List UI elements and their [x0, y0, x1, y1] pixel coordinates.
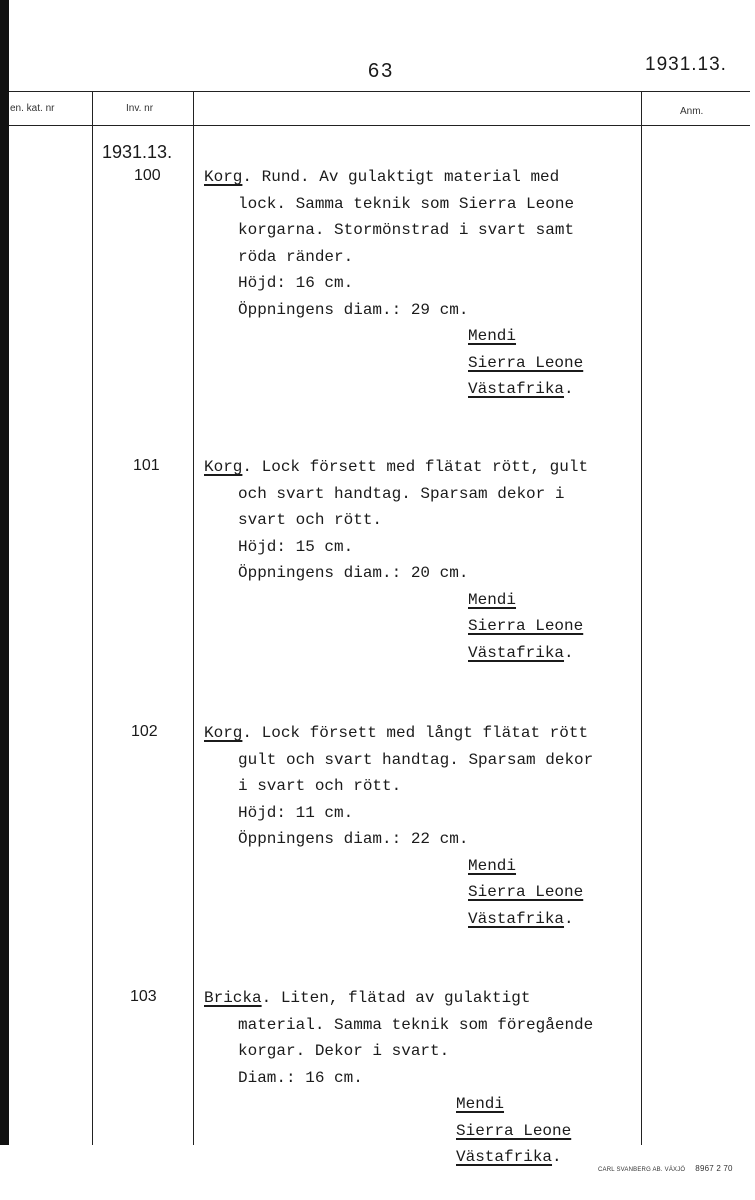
location-region: Västafrika [468, 643, 565, 662]
entry-title: Korg [204, 724, 243, 742]
entry-line: Öppningens diam.: 29 cm. [238, 300, 469, 319]
entry-location: Mendi Sierra Leone Västafrika. [468, 590, 584, 662]
entry-line: Höjd: 11 cm. [238, 803, 354, 822]
entry-title: Bricka [204, 989, 262, 1007]
catalog-reference: 1931.13. [645, 54, 727, 75]
location-region: Västafrika [468, 380, 565, 398]
entry-title: Korg [204, 458, 243, 476]
catalog-entry [204, 720, 644, 932]
header-bottom-rule [9, 125, 750, 126]
location-people: Mendi [456, 1095, 505, 1113]
location-people: Mendi [468, 327, 517, 345]
entry-location: Mendi Sierra Leone Västafrika. [468, 327, 584, 398]
column-divider-inv [193, 91, 194, 1145]
location-country: Sierra Leone [468, 883, 584, 901]
location-country: Sierra Leone [468, 617, 584, 635]
printer-imprint [598, 1164, 733, 1173]
entry-text: . Lock försett med långt flätat rött [242, 724, 589, 742]
column-header-anm: Anm. [680, 106, 704, 117]
entry-line: i svart och rött. [238, 777, 402, 795]
group-label: 1931.13. [102, 142, 173, 162]
entry-line: svart och rött. [238, 511, 383, 529]
entry-location: Mendi Sierra Leone Västafrika. [456, 1095, 572, 1166]
entry-text: . Rund. Av gulaktigt material med [242, 168, 560, 186]
entry-line: Öppningens diam.: 20 cm. [238, 564, 469, 582]
column-divider-kat [92, 91, 93, 1145]
column-header-kat-nr: en. kat. nr [10, 103, 55, 114]
location-people: Mendi [468, 590, 517, 609]
inv-number: 103 [130, 988, 157, 1005]
binding-edge [0, 0, 9, 1145]
location-region: Västafrika [468, 909, 565, 928]
inv-number: 101 [133, 457, 160, 474]
entry-line: röda ränder. [238, 247, 354, 266]
catalog-entry [204, 454, 644, 666]
inv-number: 102 [131, 723, 158, 740]
entry-line: korgar. Dekor i svart. [238, 1042, 450, 1060]
entry-line: korgarna. Stormönstrad i svart samt [238, 221, 575, 239]
entry-line: material. Samma teknik som föregående [238, 1015, 594, 1034]
entry-text: . Lock försett med flätat rött, gult [242, 458, 589, 476]
form-code: 8967 2 70 [695, 1164, 733, 1173]
entry-line: Öppningens diam.: 22 cm. [238, 830, 469, 848]
entry-line: lock. Samma teknik som Sierra Leone [238, 194, 575, 213]
printer-name: CARL SVANBERG AB. VÄXJÖ [598, 1167, 686, 1173]
catalog-entry [204, 985, 644, 1171]
entry-line: Höjd: 15 cm. [238, 537, 354, 556]
inv-number: 100 [134, 167, 161, 184]
entry-line: och svart handtag. Sparsam dekor i [238, 484, 565, 503]
location-region: Västafrika [456, 1148, 553, 1166]
header-top-rule [9, 91, 750, 92]
page-number: 63 [368, 60, 395, 82]
catalog-entry [204, 164, 644, 403]
entry-line: Diam.: 16 cm. [238, 1068, 363, 1087]
column-header-inv-nr: Inv. nr [126, 103, 154, 114]
entry-line: gult och svart handtag. Sparsam dekor [238, 750, 594, 769]
entry-text: . Liten, flätad av gulaktigt [261, 989, 531, 1007]
entry-line: Höjd: 16 cm. [238, 274, 354, 292]
entry-title: Korg [204, 168, 243, 186]
location-country: Sierra Leone [468, 353, 584, 372]
entry-location: Mendi Sierra Leone Västafrika. [468, 856, 584, 928]
location-country: Sierra Leone [456, 1121, 572, 1140]
location-people: Mendi [468, 856, 517, 875]
